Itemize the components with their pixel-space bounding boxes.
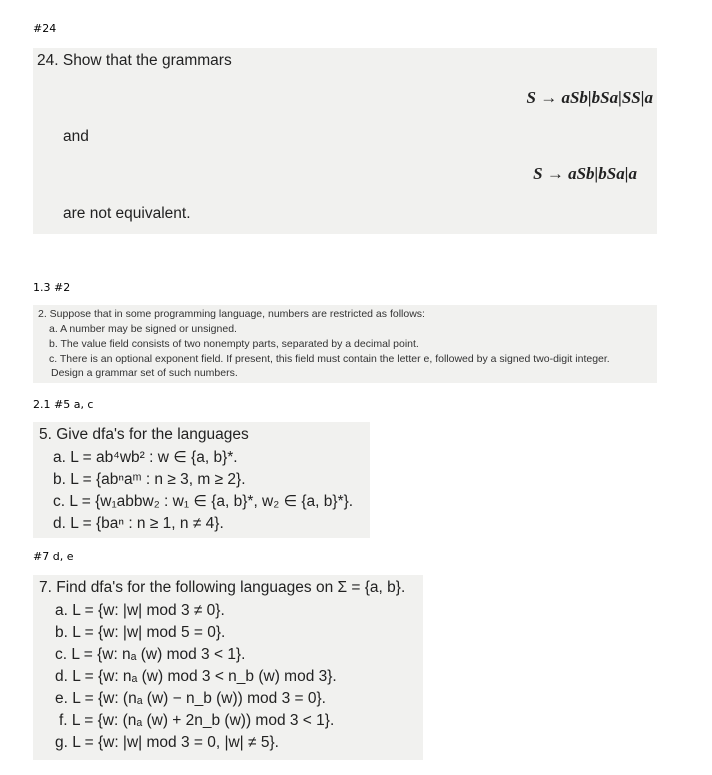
problem-7-item: f. L = {w: (nₐ (w) + 2n_b (w)) mod 3 < 1}. xyxy=(59,712,335,729)
and-text: and xyxy=(63,128,89,145)
problem-24-title: 24. Show that the grammars xyxy=(37,52,232,69)
problem-2-box xyxy=(33,305,657,383)
problem-2-line: 2. Suppose that in some programming language, numbers are restricted as follows: xyxy=(38,308,425,320)
grammar-2: S → aSb|bSa|a xyxy=(533,164,637,183)
problem-2-line: a. A number may be signed or unsigned. xyxy=(49,323,237,335)
section-heading-2-1: 2.1 #5 a, c xyxy=(33,398,94,411)
problem-5-box xyxy=(33,422,370,538)
problem-7-box xyxy=(33,575,423,760)
problem-2-line: b. The value field consists of two nonempty parts, separated by a decimal point. xyxy=(49,338,419,350)
problem-5-item: c. L = {w₁abbw₂ : w₁ ∈ {a, b}*, w₂ ∈ {a, b}*}. xyxy=(53,493,354,510)
problem-24-box xyxy=(33,48,657,234)
problem-2-line: Design a grammar set of such numbers. xyxy=(51,367,238,379)
problem-5-item: b. L = {abⁿaᵐ : n ≥ 3, m ≥ 2}. xyxy=(53,471,246,488)
problem-7-item: g. L = {w: |w| mod 3 = 0, |w| ≠ 5}. xyxy=(55,734,279,751)
problem-7-item: d. L = {w: nₐ (w) mod 3 < n_b (w) mod 3}. xyxy=(55,668,337,685)
problem-7-item: a. L = {w: |w| mod 3 ≠ 0}. xyxy=(55,602,225,619)
section-heading-24: #24 xyxy=(33,22,57,35)
problem-5-title: 5. Give dfa's for the languages xyxy=(39,426,249,443)
problem-7-item: b. L = {w: |w| mod 5 = 0}. xyxy=(55,624,226,641)
problem-7-title: 7. Find dfa's for the following languages on Σ = {a, b}. xyxy=(39,579,406,596)
problem-5-item: d. L = {baⁿ : n ≥ 1, n ≠ 4}. xyxy=(53,515,224,532)
grammar-1: S → aSb|bSa|SS|a xyxy=(526,88,653,107)
conclusion-text: are not equivalent. xyxy=(63,205,191,222)
problem-2-line: c. There is an optional exponent field. If present, this field must contain the letter e, followed by a signed two-digit integer. xyxy=(49,353,610,365)
section-heading-7: #7 d, e xyxy=(33,550,74,563)
problem-7-item: c. L = {w: nₐ (w) mod 3 < 1}. xyxy=(55,646,246,663)
problem-7-item: e. L = {w: (nₐ (w) − n_b (w)) mod 3 = 0}. xyxy=(55,690,326,707)
section-heading-1-3: 1.3 #2 xyxy=(33,281,71,294)
problem-5-item: a. L = ab⁴wb² : w ∈ {a, b}*. xyxy=(53,449,238,466)
